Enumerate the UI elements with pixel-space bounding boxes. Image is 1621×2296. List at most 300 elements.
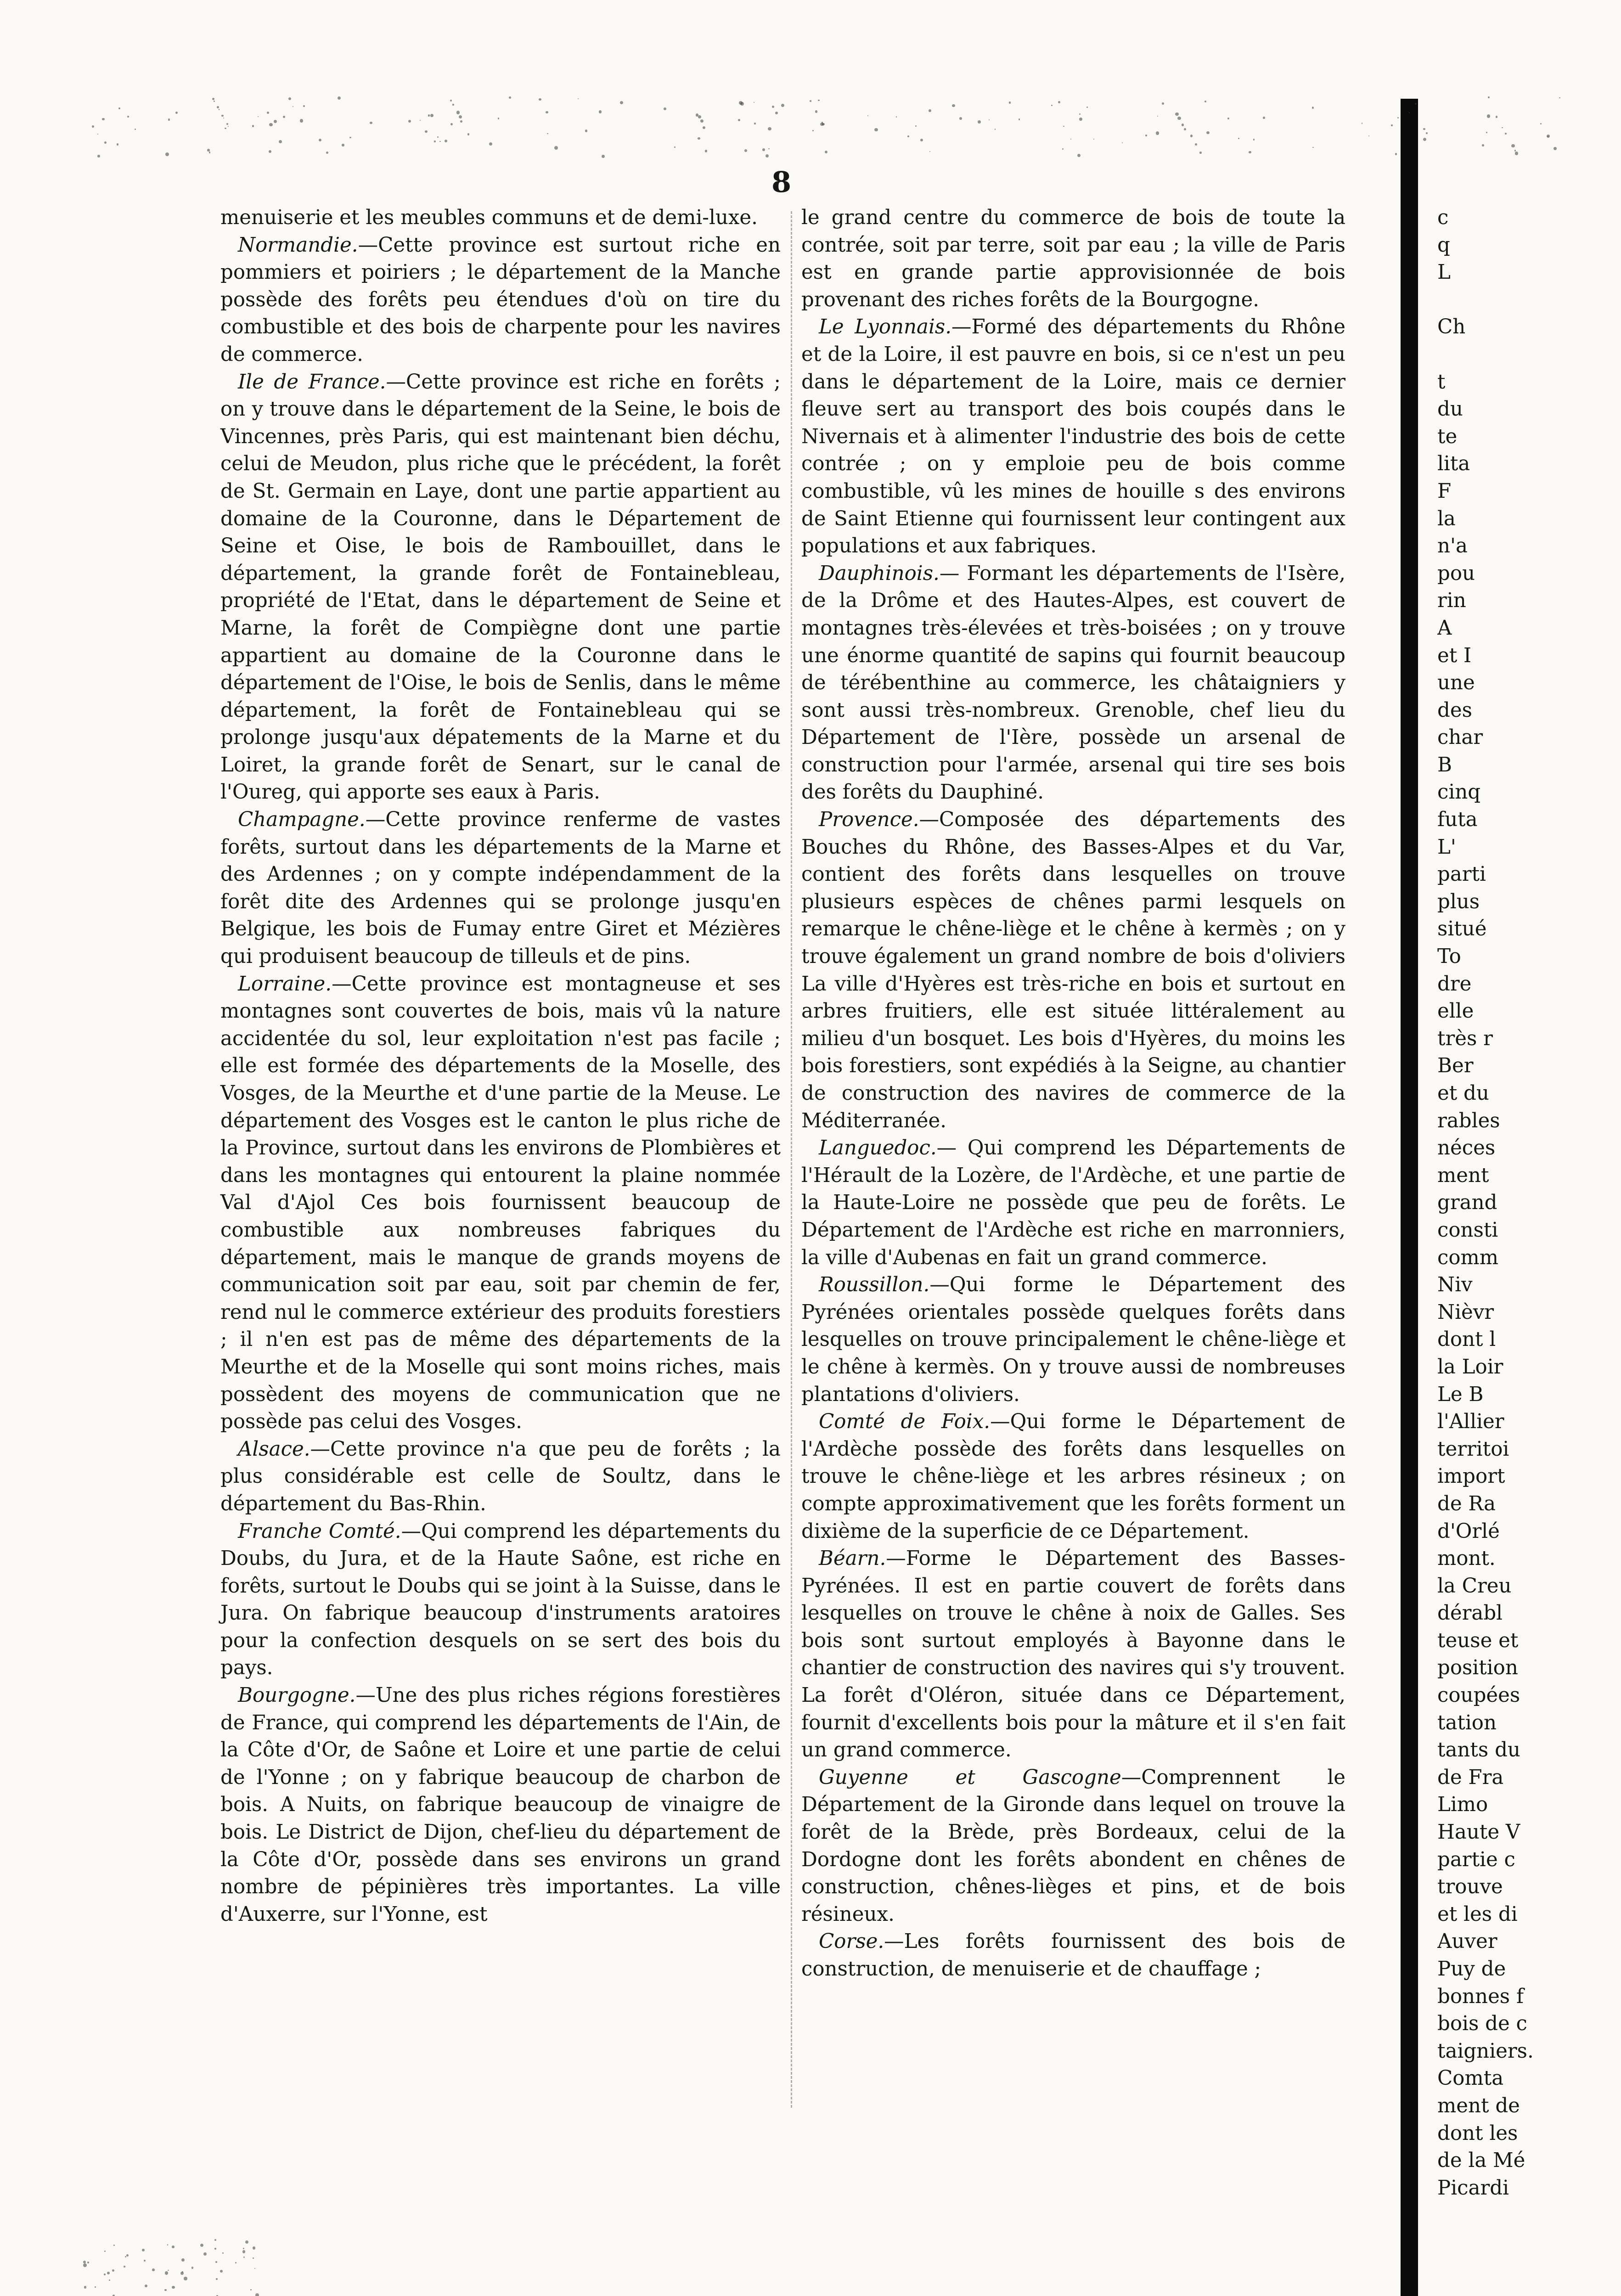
scan-speck	[95, 2286, 96, 2288]
scan-speck	[184, 2277, 187, 2280]
scan-speck	[125, 2256, 126, 2257]
scan-speck	[109, 2279, 111, 2281]
cropped-line-fragment: c	[1437, 206, 1449, 229]
page-number: 8	[771, 165, 792, 199]
scan-speck	[279, 140, 282, 143]
scan-speck	[781, 104, 784, 107]
scan-speck	[754, 123, 756, 124]
scan-speck	[1062, 148, 1064, 150]
scan-speck	[439, 141, 441, 142]
scan-speck	[450, 123, 453, 125]
cropped-line-fragment: mont.	[1437, 1547, 1496, 1570]
scan-speck	[1263, 117, 1265, 118]
cropped-line-fragment: dont les	[1437, 2122, 1518, 2145]
scan-speck	[428, 114, 430, 116]
scan-speck	[83, 2263, 87, 2267]
scan-speck	[207, 149, 210, 152]
cropped-line-fragment: du	[1437, 398, 1463, 421]
scan-speck	[175, 112, 178, 114]
scan-speck	[1395, 153, 1397, 155]
paragraph	[220, 971, 781, 1436]
scan-speck	[243, 2248, 244, 2249]
scan-speck	[509, 96, 511, 99]
cropped-line-fragment: tants du	[1437, 1739, 1520, 1762]
scan-speck	[370, 122, 372, 124]
scan-speck	[84, 2286, 86, 2288]
scan-speck	[97, 155, 100, 158]
scan-speck	[547, 133, 548, 134]
scan-speck	[467, 133, 470, 135]
scan-speck	[269, 123, 273, 127]
scan-speck	[1162, 102, 1164, 105]
scan-speck	[144, 2260, 146, 2262]
scan-speck	[168, 118, 170, 121]
paragraph	[220, 806, 781, 971]
paragraph-text: menuiserie et les meubles communs et de demi-luxe.	[220, 206, 758, 229]
scan-speck	[1204, 101, 1206, 102]
scan-speck	[1079, 113, 1081, 115]
scan-speck	[546, 111, 548, 113]
scan-speck	[165, 2271, 169, 2275]
binding-shadow	[1401, 99, 1418, 2296]
scan-speck	[214, 2248, 216, 2250]
scan-speck	[825, 151, 827, 153]
cropped-line-fragment: Nièvr	[1437, 1300, 1494, 1324]
scan-speck	[215, 2261, 217, 2263]
scan-speck	[267, 112, 269, 114]
cropped-line-fragment	[1437, 341, 1612, 369]
region-heading: Languedoc.	[819, 1137, 937, 1160]
cropped-line-fragment: Picardi	[1437, 2176, 1509, 2200]
paragraph-text: —Une des plus riches régions forestières de France, qui comprend les départements de l'Ain, de la Côte d'Or, de Saône et Loire et une partie de celui de l'Yonne ; on y fabrique beaucoup de charbon de bois. A Nuits, on fabrique beaucoup de vinaigre de bois. Le District de Dijon, chef-lieu du département de la Côte d'Or, possède dans ses environs un grand nombre de pépinières très importantes. La ville d'Auxerre, sur l'Yonne, est	[220, 1684, 781, 1926]
scan-speck	[225, 128, 226, 129]
scan-speck	[242, 2250, 245, 2253]
scan-speck	[92, 125, 94, 128]
scan-speck	[1175, 113, 1179, 116]
scan-speck	[1184, 128, 1186, 130]
cropped-line-fragment: Limo	[1437, 1793, 1488, 1817]
scan-speck	[674, 146, 675, 148]
scan-speck	[952, 104, 955, 107]
scan-speck	[1177, 117, 1181, 120]
scan-speck	[1077, 154, 1081, 157]
scan-speck	[1368, 135, 1369, 136]
cropped-line-fragment: dre	[1437, 972, 1472, 996]
scan-speck	[768, 127, 771, 130]
cropped-line-fragment: la	[1437, 507, 1456, 530]
cropped-line-fragment: l'Allier	[1437, 1410, 1504, 1434]
scan-speck	[338, 96, 341, 100]
scan-speck	[124, 2266, 125, 2268]
scan-speck	[425, 130, 428, 133]
scan-speck	[812, 130, 814, 131]
cropped-line-fragment: des	[1437, 698, 1472, 722]
cropped-line-fragment: de la Mé	[1437, 2149, 1525, 2172]
scan-speck	[126, 2254, 129, 2257]
paragraph-text: —Qui forme le Département des Pyrénées orientales possède quelques forêts dans lesquelles on trouve principalement le chêne-liège et le chêne à kermès. On y trouve aussi de nombreuses plantations d'oliviers.	[801, 1273, 1345, 1406]
scan-speck	[408, 120, 411, 123]
scan-speck	[585, 129, 587, 132]
scan-speck	[1063, 126, 1064, 127]
cropped-line-fragment: L'	[1437, 835, 1456, 859]
scan-speck	[874, 128, 878, 132]
scan-speck	[450, 100, 452, 101]
paragraph	[220, 1518, 781, 1683]
scan-speck	[107, 2272, 110, 2274]
paragraph-text: —Cette province renferme de vastes forêts, surtout dans les départements de la Marne et des Ardennes ; on y compte indépendamment de la forêt dite des Ardennes qui se prolonge jusqu'en Belgique, les bois de Fumay entre Giret et Mézières qui produisent beaucoup de tilleuls et de pins.	[220, 808, 781, 968]
scan-speck	[1145, 135, 1147, 136]
region-heading: Lorraine.	[238, 972, 332, 996]
scan-speck	[1009, 101, 1011, 103]
scan-speck	[705, 150, 707, 152]
scan-speck	[243, 2257, 245, 2258]
scan-speck	[915, 125, 917, 127]
cropped-line-fragment: ment	[1437, 1164, 1489, 1187]
text-column-right-cropped	[1437, 204, 1612, 2296]
scan-speck	[165, 152, 169, 156]
scan-speck	[1312, 107, 1314, 109]
paragraph	[801, 1135, 1345, 1272]
scan-speck	[434, 141, 436, 142]
scan-speck	[117, 143, 119, 146]
scan-speck	[342, 144, 344, 146]
cropped-line-fragment: lita	[1437, 452, 1470, 476]
scan-speck	[349, 137, 351, 139]
scan-speck	[978, 120, 981, 124]
scan-speck	[1079, 118, 1082, 120]
scan-speck	[104, 141, 107, 144]
scan-speck	[200, 2244, 203, 2247]
text-column-left	[220, 204, 781, 1928]
scan-speck	[867, 115, 868, 116]
paragraph-text: — Formant les départements de l'Isère, de la Drôme et des Hautes-Alpes, est couvert de montagnes très-élevées et très-boisées ; on y trouve une énorme quantité de sapins qui fournit beaucoup de térébenthine au commerce, les châtaigniers y sont aussi très-nombreux. Grenoble, chef lieu du Département de l'Ière, possède un arsenal de construction pour l'armée, arsenal qui tire ses bois des forêts du Dauphiné.	[801, 562, 1345, 804]
scan-speck	[303, 105, 305, 107]
region-heading: Bourgogne.	[238, 1684, 356, 1707]
scan-speck	[326, 152, 329, 154]
scan-speck	[102, 118, 105, 121]
scan-speck	[1227, 118, 1229, 119]
scan-speck	[1515, 152, 1518, 155]
scan-speck	[1553, 147, 1557, 150]
cropped-line-fragment: néces	[1437, 1137, 1496, 1160]
scan-speck	[127, 116, 129, 118]
scan-speck	[810, 100, 811, 102]
scan-speck	[664, 107, 666, 110]
region-heading: Béarn.	[819, 1547, 886, 1570]
scan-speck	[762, 148, 765, 151]
cropped-line-fragment: coupées	[1437, 1684, 1520, 1707]
scan-speck	[739, 101, 743, 105]
scan-speck	[1502, 127, 1503, 128]
cropped-line-fragment	[1437, 287, 1612, 314]
scan-speck	[1409, 112, 1410, 113]
scan-speck	[602, 155, 605, 158]
scan-speck	[1505, 133, 1507, 135]
scan-speck	[1086, 107, 1088, 108]
scan-speck	[456, 111, 460, 114]
cropped-line-fragment: char	[1437, 726, 1483, 749]
scan-speck	[283, 116, 285, 118]
cropped-line-fragment: grand	[1437, 1191, 1497, 1215]
scan-speck	[226, 123, 228, 125]
scan-speck	[437, 136, 439, 138]
cropped-line-fragment: la Creu	[1437, 1574, 1512, 1598]
cropped-line-fragment: d'Orlé	[1437, 1519, 1500, 1543]
scan-speck	[172, 2245, 174, 2248]
scan-speck	[1238, 138, 1239, 139]
scan-speck	[214, 101, 215, 102]
scan-speck	[498, 118, 500, 119]
region-heading: Provence.	[819, 808, 919, 832]
paragraph	[801, 1764, 1345, 1929]
scan-speck	[1312, 147, 1314, 148]
scan-speck	[920, 139, 923, 141]
text-column-middle	[801, 204, 1345, 1983]
scan-speck	[1391, 124, 1392, 126]
cropped-line-fragment: de Fra	[1437, 1766, 1504, 1789]
scan-speck	[1199, 152, 1202, 154]
scan-speck	[620, 101, 623, 104]
paragraph	[220, 1682, 781, 1928]
scan-speck	[255, 2293, 259, 2296]
scan-speck	[896, 116, 897, 118]
region-heading: Normandie.	[238, 233, 358, 257]
scan-speck	[300, 119, 304, 123]
scan-speck	[1253, 139, 1255, 141]
region-heading: Guyenne et Gascogne	[819, 1766, 1121, 1789]
paragraph	[220, 369, 781, 807]
cropped-line-fragment: Ber	[1437, 1054, 1474, 1078]
cropped-line-fragment: parti	[1437, 863, 1486, 886]
cropped-line-fragment: rin	[1437, 589, 1466, 613]
scan-speck	[250, 2289, 252, 2290]
region-heading: Alsace.	[238, 1437, 310, 1461]
cropped-line-fragment: Niv	[1437, 1273, 1473, 1297]
cropped-line-fragment: rables	[1437, 1109, 1500, 1132]
scan-speck	[698, 115, 701, 118]
cropped-line-fragment: bois de c	[1437, 2012, 1527, 2036]
paragraph-text: —Forme le Département des Basses-Pyrénées. Il est en partie couvert de forêts dans lesquelles on trouve le chêne à noix de Galles. Ses bois sont surtout employés à Bayonne dans le chantier de construction des navires qui s'y trouvent. La forêt d'Oléron, située dans ce Département, fournit d'excellents bois pour la mâture et il s'en fait un grand commerce.	[801, 1547, 1345, 1762]
scan-speck	[245, 2240, 248, 2244]
cropped-line-fragment: une	[1437, 671, 1475, 695]
scan-speck	[254, 2268, 255, 2269]
scan-speck	[1070, 139, 1071, 140]
cropped-line-fragment: trouve	[1437, 1875, 1503, 1899]
scan-speck	[221, 115, 224, 117]
cropped-line-fragment: q	[1437, 233, 1450, 257]
cropped-line-fragment: te	[1437, 425, 1458, 448]
scan-speck	[113, 2245, 115, 2246]
scan-speck	[87, 2262, 89, 2263]
region-heading: Comté de Foix.	[819, 1410, 991, 1434]
paragraph-text: —Cette province est riche en forêts ; on y trouve dans le département de la Seine, le bois de Vincennes, près Paris, qui est maintenant bien déchu, celui de Meudon, plus riche que le précédent, la forêt de St. Germain en Laye, dont une partie appartient au domaine de la Couronne, dans le Département de Seine et Oise, le bois de Rambouillet, dans le département, la grande forêt de Fontainebleau, propriété de l'Etat, dans le département de Seine et Marne, la forêt de Compiègne dont une partie appartient au domaine de la Couronne dans le département de l'Oise, le bois de Senlis, dans le même département, la forêt de Fontainebleau qui se prolonge jusqu'aux dépatements de la Marne et du Loiret, la grande forêt de Senart, sur le canal de l'Oureg, qui apporte ses eaux à Paris.	[220, 370, 781, 804]
scan-speck	[222, 2252, 224, 2254]
scan-speck	[738, 119, 740, 121]
scan-speck	[744, 149, 747, 152]
scan-speck	[489, 142, 492, 146]
paragraph	[220, 1436, 781, 1518]
scan-speck	[1540, 123, 1542, 124]
scan-speck	[217, 106, 219, 108]
scan-speck	[768, 148, 770, 150]
scan-speck	[319, 139, 321, 141]
cropped-line-fragment: taigniers.	[1437, 2039, 1534, 2063]
cropped-line-fragment: bonnes f	[1437, 1985, 1524, 2008]
region-heading: Dauphinois.	[819, 562, 940, 585]
scan-speck	[539, 98, 541, 101]
scan-speck	[235, 2262, 236, 2263]
cropped-line-fragment: L	[1437, 261, 1451, 284]
scan-speck	[209, 152, 210, 153]
cropped-line-fragment: dérabl	[1437, 1602, 1503, 1625]
cropped-line-fragment: Puy de	[1437, 1958, 1506, 1981]
paragraph-text: — Qui comprend les Départements de l'Hérault de la Lozère, de l'Ardèche, et une partie de la Haute-Loire ne possède que peu de forêts. Le Département de l'Ardèche est riche en marronniers, la ville d'Aubenas en fait un grand commerce.	[801, 1137, 1345, 1269]
scan-speck	[822, 123, 824, 125]
scan-speck	[253, 2246, 256, 2250]
scan-speck	[203, 2252, 207, 2256]
cropped-line-fragment: teuse et	[1437, 1629, 1519, 1652]
cropped-line-fragment: de Ra	[1437, 1492, 1496, 1515]
cropped-line-fragment: territoi	[1437, 1437, 1509, 1461]
scan-speck	[135, 129, 136, 130]
scan-speck	[959, 117, 962, 120]
column-divider	[791, 211, 792, 2108]
scan-speck	[1488, 96, 1490, 98]
scan-speck	[1397, 117, 1399, 118]
region-heading: Le Lyonnais.	[819, 315, 952, 339]
cropped-line-fragment: cinq	[1437, 781, 1481, 804]
scan-speck	[1182, 124, 1184, 126]
scan-speck	[269, 150, 271, 153]
cropped-line-fragment: import	[1437, 1465, 1505, 1488]
paragraph-text: —Composée des départements des Bouches du Rhône, des Basses-Alpes et du Var, contient des forêts dans lesquelles on trouve plusieurs espèces de chênes parmi lesquels on remarque le chêne-liège et le chêne à kermès ; on y trouve également un grand nombre de bois d'oliviers La ville d'Hyères est très-riche en bois et surtout en arbres fruitiers, elle est située littéralement au milieu d'un bosquet. Les bois d'Hyères, du moins les bois forestiers, sont expédiés à la Seigne, au chantier de construction des navires de commerce de la Méditerranée.	[801, 808, 1345, 1132]
scan-speck	[1019, 118, 1020, 120]
cropped-line-fragment: To	[1437, 945, 1461, 968]
region-heading: Roussillon.	[819, 1273, 930, 1297]
scan-speck	[420, 120, 421, 121]
scan-speck	[1496, 116, 1498, 118]
scan-speck	[288, 97, 291, 100]
scan-speck	[815, 110, 818, 113]
cropped-line-fragment: B	[1437, 753, 1452, 777]
cropped-line-fragment: elle	[1437, 1000, 1474, 1023]
scan-speck	[1156, 131, 1159, 135]
scan-speck	[228, 126, 229, 127]
paragraph-text: —Cette province est montagneuse et ses montagnes sont couvertes de bois, mais vû la nature accidentée du sol, leur exploitation n'est pas facile ; elle est formée des départements de la Moselle, des Vosges, de la Meurthe et d'une partie de la Meuse. Le département des Vosges est le canton le plus riche de la Province, surtout dans les environs de Plombières et dans les montagnes qui entourent la plaine nommée Val d'Ajol Ces bois fournissent beaucoup de combustible aux nombreuses fabriques du département, mais le manque de grands moyens de communication soit par eau, soit par chemin de fer, rend nul le commerce extérieur des produits forestiers ; il n'en est pas de même des départements de la Meurthe et de la Moselle qui sont moins riches, mais possèdent des moyens de communication que ne possède pas celui des Vosges.	[220, 972, 781, 1434]
region-heading: Franche Comté.	[238, 1519, 401, 1543]
scan-speck	[929, 151, 930, 152]
scan-speck	[1362, 123, 1363, 124]
cropped-line-fragment: situé	[1437, 917, 1487, 941]
scan-speck	[700, 119, 704, 123]
scan-speck	[459, 115, 462, 119]
scan-speck	[274, 120, 277, 123]
paragraph-text: —Comprennent le Département de la Gironde dans lequel on trouve la forêt de la Brède, près Bordeaux, celui de la Dordogne dont les forêts abondent en chênes de construction, chênes-lièges et pins, et de bois résineux.	[801, 1766, 1346, 1926]
cropped-line-fragment: Haute V	[1437, 1821, 1520, 1844]
scan-speck	[212, 98, 214, 100]
scan-speck	[167, 2244, 169, 2245]
scan-speck	[703, 126, 705, 129]
cropped-line-fragment: ment de	[1437, 2094, 1520, 2117]
scan-speck	[430, 114, 433, 117]
paragraph-text: le grand centre du commerce de bois de toute la contrée, soit par terre, soit par eau ; la ville de Paris est en grande partie approvisionnée de bois provenant des riches forêts de la Bourgogne.	[801, 206, 1345, 311]
scan-speck	[1206, 131, 1210, 135]
scan-speck	[145, 2285, 147, 2287]
scan-speck	[104, 2273, 106, 2276]
scan-speck	[818, 100, 820, 101]
scan-speck	[698, 137, 700, 140]
paragraph	[801, 806, 1345, 1135]
cropped-line-fragment: Auver	[1437, 1930, 1497, 1953]
scan-speck	[172, 2286, 175, 2289]
cropped-line-fragment: Ch	[1437, 315, 1466, 339]
paragraph	[220, 204, 781, 232]
cropped-line-fragment: et I	[1437, 644, 1472, 667]
scan-speck	[1514, 150, 1516, 151]
scan-speck	[929, 109, 931, 112]
scan-speck	[97, 134, 99, 135]
cropped-line-fragment: pou	[1437, 562, 1475, 585]
scan-speck	[907, 135, 909, 137]
paragraph	[801, 1272, 1345, 1408]
cropped-line-fragment: très r	[1437, 1027, 1493, 1050]
scan-speck	[118, 107, 120, 109]
cropped-line-fragment: et les di	[1437, 1902, 1518, 1926]
cropped-line-fragment: plus	[1437, 890, 1480, 913]
scan-speck	[989, 119, 990, 121]
scan-speck	[460, 120, 462, 123]
cropped-line-fragment: n'a	[1437, 535, 1468, 558]
scan-speck	[252, 125, 254, 127]
scan-speck	[216, 2278, 218, 2280]
cropped-line-fragment: A	[1437, 616, 1452, 640]
scan-speck	[1426, 132, 1428, 134]
scan-speck	[104, 2251, 106, 2252]
paragraph-text: —Les forêts fournissent des bois de construction, de menuiserie et de chauffage ;	[801, 1930, 1345, 1981]
scan-speck	[214, 2239, 216, 2241]
paragraph	[801, 1408, 1345, 1545]
scan-speck	[1486, 132, 1487, 133]
scan-speck	[152, 2268, 155, 2271]
cropped-line-fragment: consti	[1437, 1218, 1498, 1242]
scan-speck	[452, 104, 454, 106]
cropped-line-fragment: t	[1437, 370, 1446, 394]
scan-speck	[775, 112, 778, 115]
scan-speck	[1487, 114, 1490, 118]
scan-speck	[253, 2257, 254, 2259]
scan-speck	[578, 98, 579, 99]
paragraph	[801, 204, 1345, 314]
scan-speck	[181, 2258, 185, 2262]
scan-speck	[1482, 144, 1484, 146]
scan-speck	[1058, 101, 1060, 103]
region-heading: Corse.	[819, 1930, 884, 1953]
paragraph	[801, 1928, 1345, 1983]
region-heading: Ile de France.	[238, 370, 386, 394]
cropped-line-fragment: position	[1437, 1656, 1518, 1680]
scan-speck	[1423, 128, 1425, 130]
scan-speck	[1122, 142, 1123, 144]
scan-speck	[191, 2267, 194, 2269]
paragraph	[801, 560, 1345, 806]
scan-speck	[554, 146, 558, 150]
cropped-line-fragment: tation	[1437, 1711, 1497, 1734]
scan-speck	[220, 2270, 223, 2273]
scan-speck	[164, 2289, 166, 2291]
paragraph-text: —Formé des départements du Rhône et de la Loire, il est pauvre en bois, si ce n'est un peu dans le département de la Loire, mais ce dernier fleuve sert au transport des bois coupés dans le Nivernais et à alimenter l'industrie des bois de cette contrée ; on y emploie peu de bois comme combustible, vû les mines de houille s des environs de Saint Etienne qui fournissent leur contingent aux populations et aux fabriques.	[801, 315, 1346, 558]
paragraph	[801, 314, 1345, 560]
cropped-line-fragment: dont l	[1437, 1328, 1496, 1351]
